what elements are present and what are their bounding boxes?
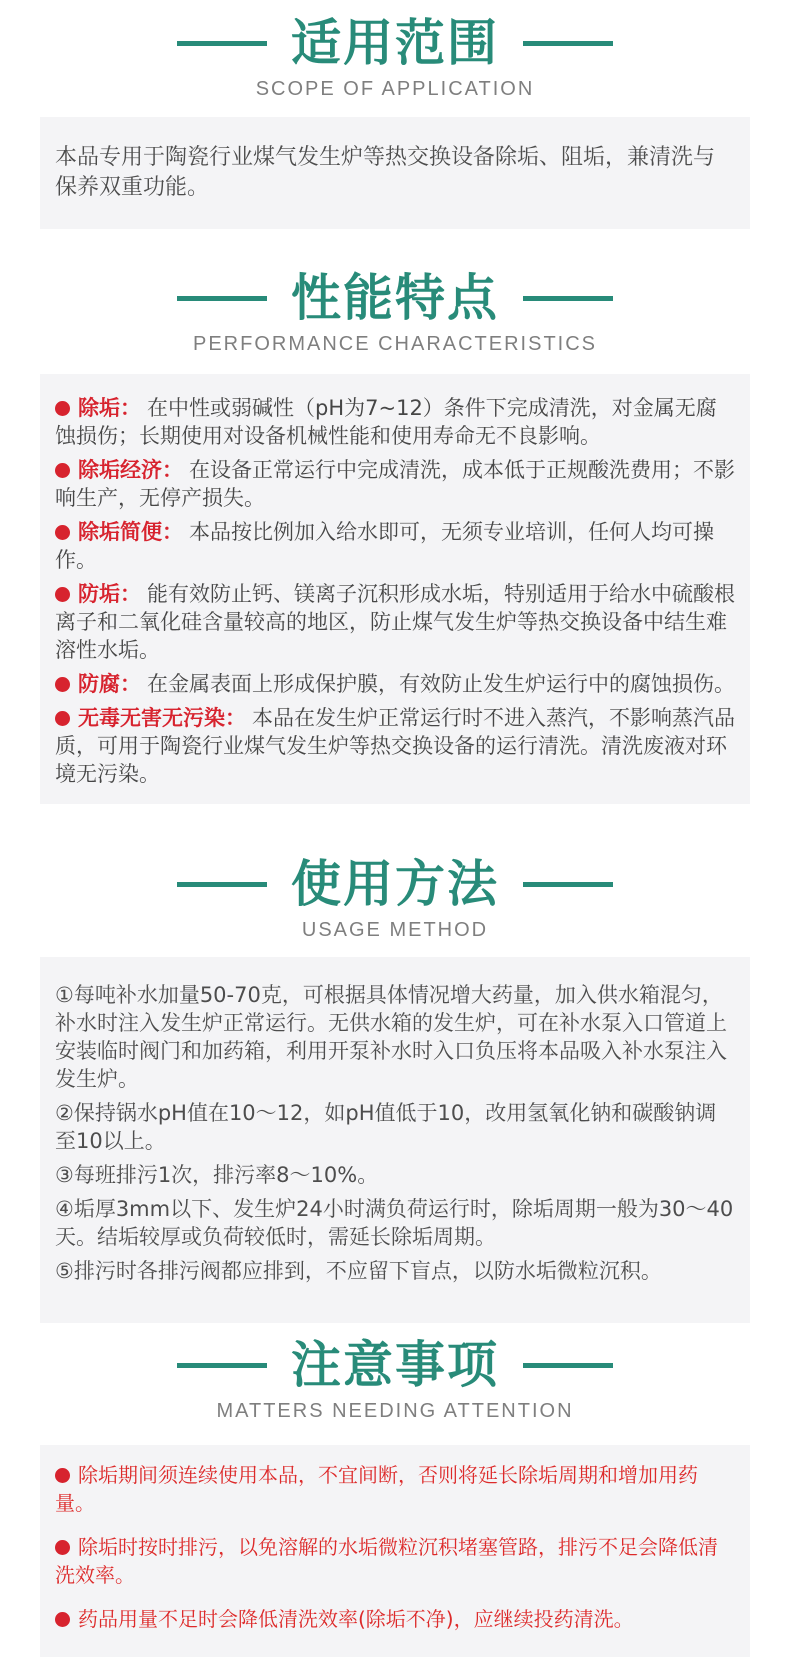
feature-label: 除垢：: [78, 396, 141, 420]
title-row: [0, 1335, 790, 1395]
title-row: [0, 13, 790, 73]
section-title-usage: 使用方法: [291, 855, 499, 913]
scope-box: [40, 117, 750, 229]
usage-step: ②保持锅水pH值在10～12，如pH值低于10，改用氢氧化钠和碳酸钠调至10以上。: [55, 1101, 717, 1153]
feature-text: 本品按比例加入给水即可，无须专业培训，任何人均可操作。: [55, 520, 714, 572]
product-detail-page: [0, 13, 790, 1631]
feature-text: 在中性或弱碱性（pH为7~12）条件下完成清洗，对金属无腐蚀损伤；长期使用对设备机械性能和使用寿命无不良影响。: [55, 396, 717, 448]
notice-text: 除垢时按时排污，以免溶解的水垢微粒沉积堵塞管路，排污不足会降低清洗效率。: [55, 1535, 718, 1587]
feature-item: [55, 456, 735, 512]
title-dash-right: [523, 1363, 613, 1368]
feature-item: [55, 704, 735, 788]
feature-text: 能有效防止钙、镁离子沉积形成水垢，特别适用于给水中硫酸根离子和二氧化硅含量较高的地区，防止煤气发生炉等热交换设备中结生难溶性水垢。: [55, 582, 735, 662]
feature-item: [55, 518, 735, 574]
red-dot-icon: [55, 1540, 70, 1555]
notice-item: [55, 1533, 735, 1589]
red-dot-icon: [55, 1468, 70, 1483]
section-subtitle-attention: MATTERS NEEDING ATTENTION: [216, 1400, 574, 1422]
section-subtitle-performance: PERFORMANCE CHARACTERISTICS: [192, 333, 598, 355]
usage-steps-box: [40, 957, 750, 1323]
red-dot-icon: [55, 463, 70, 478]
title-dash-right: [523, 296, 613, 301]
feature-text: 在金属表面上形成保护膜，有效防止发生炉运行中的腐蚀损伤。: [147, 672, 735, 696]
title-dash-left: [177, 41, 267, 46]
feature-item: [55, 394, 735, 450]
notice-text: 药品用量不足时会降低清洗效率(除垢不净)，应继续投药清洗。: [78, 1607, 634, 1631]
section-header-scope: [0, 13, 790, 101]
feature-label: 防垢：: [78, 582, 141, 606]
red-dot-icon: [55, 711, 70, 726]
title-row: [0, 854, 790, 914]
title-dash-right: [523, 882, 613, 887]
section-title-attention: 注意事项: [291, 1336, 499, 1394]
section-title-scope: 适用范围: [291, 14, 499, 72]
notice-item: [55, 1461, 735, 1517]
usage-step: ①每吨补水加量50-70克，可根据具体情况增大药量，加入供水箱混匀，补水时注入发生炉正常运行。无供水箱的发生炉，可在补水泵入口管道上安装临时阀门和加药箱，利用开泵补水时入口负压将本品吸入补水泵注入发生炉。: [55, 983, 727, 1091]
section-header-usage: [0, 854, 790, 942]
section-subtitle-usage: USAGE METHOD: [301, 919, 489, 941]
section-subtitle-scope: SCOPE OF APPLICATION: [255, 78, 535, 100]
title-dash-left: [177, 296, 267, 301]
usage-step: ④垢厚3mm以下、发生炉24小时满负荷运行时，除垢周期一般为30～40天。结垢较厚或负荷较低时，需延长除垢周期。: [55, 1197, 734, 1249]
usage-step: ③每班排污1次，排污率8～10%。: [55, 1163, 379, 1187]
title-dash-left: [177, 1363, 267, 1368]
section-title-performance: 性能特点: [291, 269, 499, 327]
feature-text: 本品在发生炉正常运行时不进入蒸汽，不影响蒸汽品质，可用于陶瓷行业煤气发生炉等热交换设备的运行清洗。清洗废液对环境无污染。: [55, 706, 735, 786]
notice-item: [55, 1605, 735, 1633]
red-dot-icon: [55, 1612, 70, 1627]
title-dash-right: [523, 41, 613, 46]
feature-item: [55, 670, 735, 698]
section-header-performance: [0, 268, 790, 356]
feature-item: [55, 580, 735, 664]
notice-text: 除垢期间须连续使用本品，不宜间断，否则将延长除垢周期和增加用药量。: [55, 1463, 698, 1515]
title-dash-left: [177, 882, 267, 887]
red-dot-icon: [55, 587, 70, 602]
notices-box: [40, 1445, 750, 1657]
red-dot-icon: [55, 677, 70, 692]
feature-label: 防腐：: [78, 672, 141, 696]
red-dot-icon: [55, 401, 70, 416]
feature-label: 无毒无害无污染：: [78, 706, 246, 730]
feature-label: 除垢经济：: [78, 458, 183, 482]
section-header-attention: [0, 1335, 790, 1423]
title-row: [0, 268, 790, 328]
usage-step: ⑤排污时各排污阀都应排到，不应留下盲点，以防水垢微粒沉积。: [55, 1259, 662, 1283]
feature-text: 在设备正常运行中完成清洗，成本低于正规酸洗费用；不影响生产，无停产损失。: [55, 458, 735, 510]
feature-label: 除垢简便：: [78, 520, 183, 544]
red-dot-icon: [55, 525, 70, 540]
scope-text: 本品专用于陶瓷行业煤气发生炉等热交换设备除垢、阻垢，兼清洗与保养双重功能。: [55, 145, 716, 200]
features-box: [40, 374, 750, 804]
